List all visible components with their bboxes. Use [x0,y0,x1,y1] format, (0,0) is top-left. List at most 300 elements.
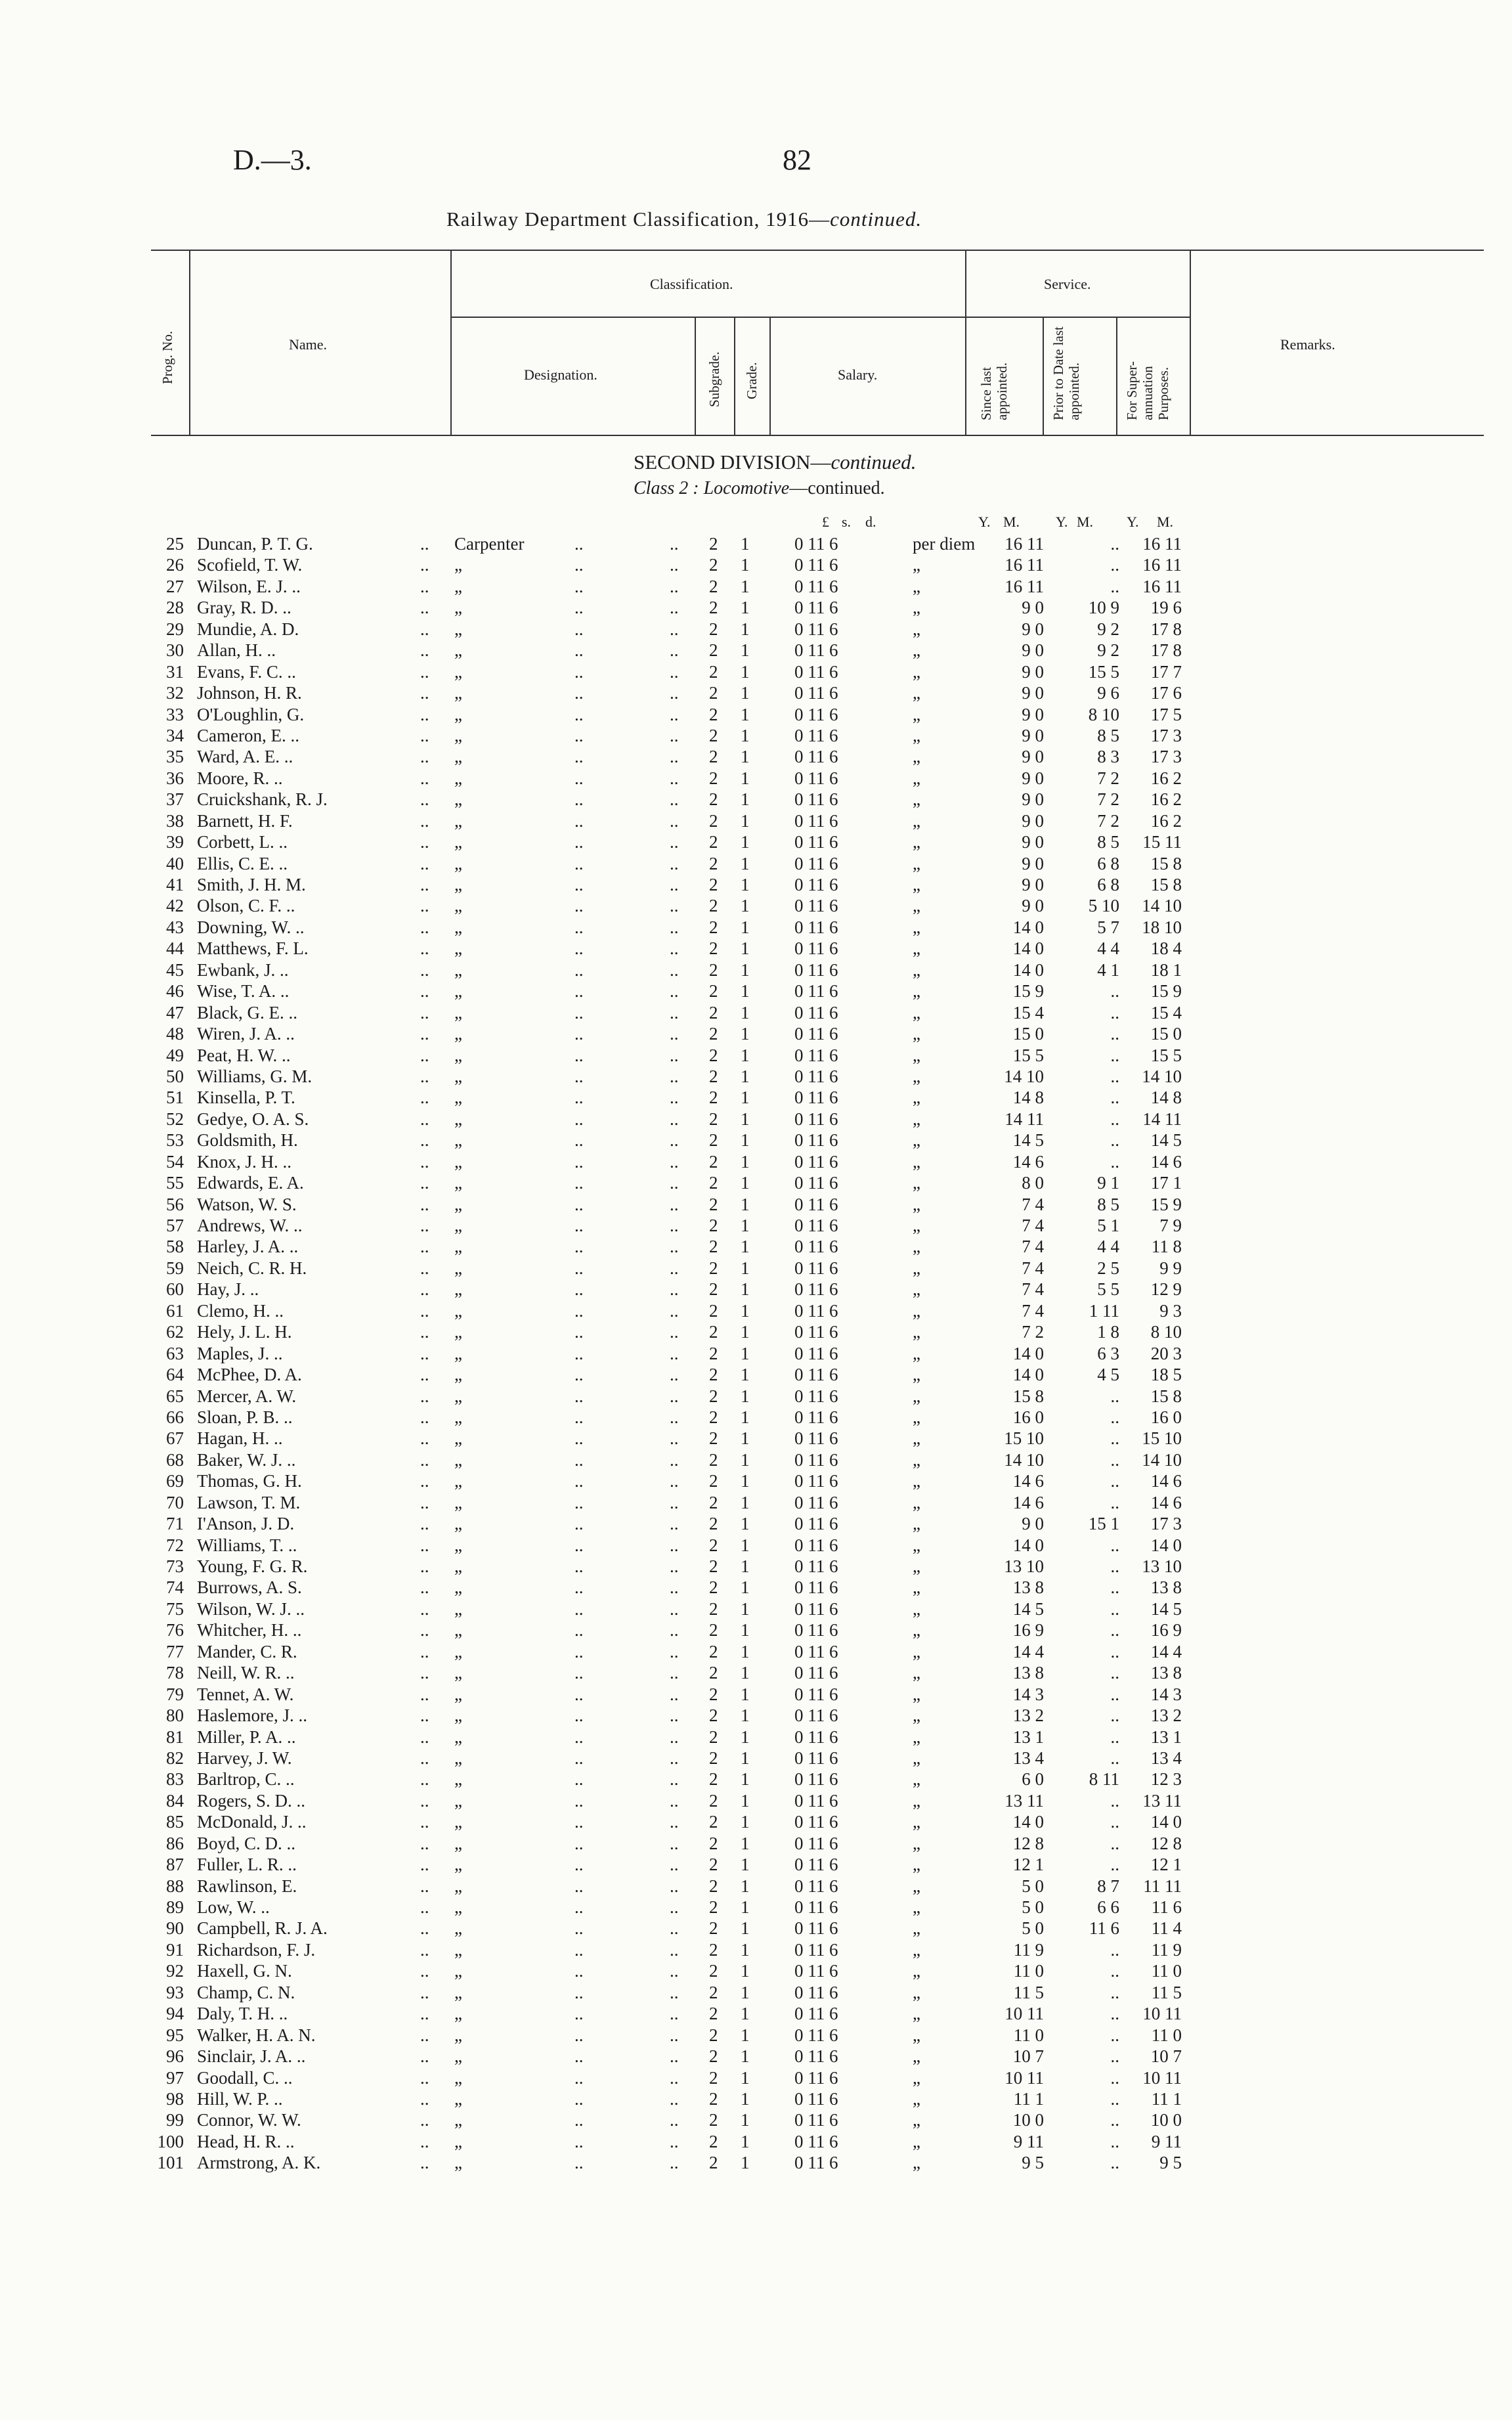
salary-period: „ [913,832,920,852]
leader-dots: .. [670,2046,679,2067]
leader-dots: .. [420,598,429,618]
prog-number: 94 [166,2004,184,2024]
salary: 0 11 6 [794,1343,838,1363]
subgrade: 2 [709,2088,718,2109]
staff-name: Sloan, P. B. .. [197,1407,293,1427]
leader-dots: .. [420,704,429,724]
prog-number: 68 [166,1449,184,1470]
leader-dots: .. [574,981,584,1001]
designation: „ [454,1194,462,1214]
subgrade: 2 [709,938,718,959]
unit-months-since: M. [1003,514,1020,530]
header-service: Service. [1044,276,1091,292]
leader-dots: .. [574,875,584,894]
leader-dots: .. [574,1492,584,1512]
staff-name: Rogers, S. D. .. [197,1790,306,1811]
service-prior: .. [1110,2110,1119,2130]
leader-dots: .. [420,1939,429,1960]
leader-dots: .. [574,1279,584,1300]
salary-period: „ [913,598,920,618]
grade: 1 [741,2088,750,2109]
leader-dots: .. [420,1833,429,1853]
subgrade: 2 [709,1322,718,1342]
leader-dots: .. [670,576,679,596]
prog-number: 77 [166,1641,184,1661]
subgrade: 2 [709,768,718,788]
header-prog-no: Prog. No. [160,330,175,384]
leader-dots: .. [670,1343,679,1363]
service-prior: .. [1110,1855,1119,1875]
service-since-last: 10 7 [1012,2046,1044,2067]
prog-number: 85 [166,1812,184,1832]
salary-period: „ [913,1471,920,1491]
leader-dots: .. [670,555,679,575]
table-row [0,554,1512,575]
grade: 1 [741,2004,750,2024]
leader-dots: .. [670,725,679,745]
staff-name: Neich, C. R. H. [197,1258,307,1278]
service-superannuation: 15 4 [1150,1002,1182,1023]
designation: „ [454,1855,462,1875]
service-since-last: 7 4 [1022,1216,1044,1235]
staff-name: Smith, J. H. M. [197,875,306,894]
grade: 1 [741,1109,750,1129]
salary-period: „ [913,2110,920,2130]
designation: „ [454,1407,462,1427]
designation: „ [454,1088,462,1108]
salary-period: „ [913,959,920,980]
prog-number: 48 [166,1024,184,1044]
service-since-last: 9 0 [1022,810,1044,831]
subgrade: 2 [709,1620,718,1640]
service-since-last: 9 0 [1022,725,1044,745]
salary-period: „ [913,1855,920,1875]
salary-period: „ [913,1535,920,1555]
staff-name: Watson, W. S. [197,1194,297,1214]
staff-name: Neill, W. R. .. [197,1663,295,1683]
subgrade: 2 [709,1812,718,1832]
table-row [0,1577,1512,1598]
prog-number: 28 [166,598,184,618]
table-row [0,1684,1512,1705]
prog-number: 90 [166,1918,184,1939]
service-superannuation: 13 4 [1150,1748,1182,1768]
service-since-last: 16 9 [1012,1620,1044,1640]
salary-period: „ [913,555,920,575]
service-since-last: 16 0 [1012,1407,1044,1427]
leader-dots: .. [670,534,679,554]
prog-number: 49 [166,1045,184,1065]
designation: „ [454,1577,462,1598]
service-prior: 1 8 [1097,1322,1119,1342]
salary: 0 11 6 [794,704,838,724]
table-row [0,704,1512,725]
table-row [0,1598,1512,1619]
unit-years-super: Y. [1127,514,1139,530]
leader-dots: .. [670,2025,679,2045]
grade: 1 [741,1833,750,1853]
salary-period: „ [913,619,920,639]
prog-number: 87 [166,1855,184,1875]
service-since-last: 14 4 [1012,1641,1044,1661]
staff-name: Miller, P. A. .. [197,1727,296,1747]
service-superannuation: 14 4 [1150,1641,1182,1661]
table-row [0,1428,1512,1449]
staff-name: O'Loughlin, G. [197,704,305,724]
leader-dots: .. [670,1663,679,1683]
leader-dots: .. [670,832,679,852]
service-prior: 8 11 [1089,1769,1119,1790]
prog-number: 59 [166,1258,184,1278]
subgrade: 2 [709,1769,718,1790]
service-since-last: 7 4 [1022,1279,1044,1300]
service-since-last: 9 0 [1022,619,1044,639]
leader-dots: .. [670,1024,679,1044]
staff-name: Clemo, H. .. [197,1300,284,1321]
service-since-last: 7 2 [1022,1322,1044,1342]
grade: 1 [741,1918,750,1939]
salary: 0 11 6 [794,1876,838,1896]
service-since-last: 9 0 [1022,853,1044,873]
salary-period: „ [913,1939,920,1960]
table-row [0,1002,1512,1023]
designation: „ [454,1279,462,1300]
grade: 1 [741,555,750,575]
leader-dots: .. [574,1365,584,1385]
salary-period: „ [913,1727,920,1747]
prog-number: 42 [166,896,184,916]
leader-dots: .. [574,1002,584,1023]
designation: „ [454,1684,462,1704]
service-since-last: 9 5 [1022,2153,1044,2173]
subgrade: 2 [709,1641,718,1661]
salary-period: „ [913,810,920,831]
prog-number: 32 [166,683,184,703]
service-prior: .. [1110,1663,1119,1683]
leader-dots: .. [420,1769,429,1790]
grade: 1 [741,2067,750,2088]
designation: „ [454,1748,462,1768]
division-name: SECOND DIVISION— [634,451,831,473]
service-superannuation: 15 11 [1142,832,1182,852]
service-superannuation: 14 10 [1142,1449,1182,1470]
salary-period: „ [913,1492,920,1512]
header-bottom-rule [151,435,1484,436]
leader-dots: .. [574,1748,584,1768]
designation: „ [454,789,462,810]
salary: 0 11 6 [794,938,838,959]
designation: „ [454,2025,462,2045]
salary: 0 11 6 [794,661,838,682]
leader-dots: .. [670,1684,679,1704]
table-row [0,853,1512,874]
grade: 1 [741,1471,750,1491]
prog-number: 33 [166,704,184,724]
subgrade: 2 [709,534,718,554]
staff-name: Walker, H. A. N. [197,2025,316,2045]
prog-number: 39 [166,832,184,852]
grade: 1 [741,1663,750,1683]
leader-dots: .. [670,683,679,703]
service-prior: .. [1110,1535,1119,1555]
table-row [0,1982,1512,2003]
service-superannuation: 15 0 [1150,1024,1182,1044]
subgrade: 2 [709,555,718,575]
leader-dots: .. [420,1428,429,1449]
salary-period: „ [913,1812,920,1832]
staff-name: Kinsella, P. T. [197,1088,295,1108]
grade: 1 [741,1620,750,1640]
leader-dots: .. [420,2131,429,2151]
grade: 1 [741,1216,750,1235]
service-superannuation: 15 8 [1150,1386,1182,1406]
service-prior: 4 4 [1097,938,1119,959]
service-superannuation: 13 8 [1150,1577,1182,1598]
leader-dots: .. [574,576,584,596]
designation: „ [454,1365,462,1385]
staff-name: Williams, T. .. [197,1535,297,1555]
service-prior: 6 8 [1097,875,1119,894]
subgrade: 2 [709,747,718,767]
grade: 1 [741,704,750,724]
prog-number: 69 [166,1471,184,1491]
salary: 0 11 6 [794,1300,838,1321]
service-since-last: 14 0 [1012,938,1044,959]
table-row [0,1556,1512,1577]
service-superannuation: 16 9 [1150,1620,1182,1640]
leader-dots: .. [420,1407,429,1427]
leader-dots: .. [670,853,679,873]
salary: 0 11 6 [794,1428,838,1449]
salary-period: „ [913,1386,920,1406]
staff-name: Knox, J. H. .. [197,1151,292,1172]
leader-dots: .. [670,1130,679,1151]
class-heading [634,478,885,499]
service-since-last: 11 0 [1013,2025,1044,2045]
service-superannuation: 17 3 [1150,1514,1182,1534]
salary: 0 11 6 [794,1109,838,1129]
leader-dots: .. [670,1258,679,1278]
staff-name: Mercer, A. W. [197,1386,297,1406]
staff-name: Wilson, W. J. .. [197,1598,305,1619]
service-since-last: 10 0 [1012,2110,1044,2130]
leader-dots: .. [420,2046,429,2067]
salary-period: „ [913,917,920,937]
unit-months-super: M. [1157,514,1174,530]
salary: 0 11 6 [794,2025,838,2045]
leader-dots: .. [670,1748,679,1768]
class-continued: —continued. [789,478,885,498]
prog-number: 101 [157,2153,184,2173]
salary-period: „ [913,1066,920,1086]
leader-dots: .. [574,661,584,682]
prog-number: 55 [166,1173,184,1193]
table-row [0,1939,1512,1960]
subgrade: 2 [709,1343,718,1363]
staff-name: Cruickshank, R. J. [197,789,328,810]
grade: 1 [741,1365,750,1385]
leader-dots: .. [420,938,429,959]
staff-name: Cameron, E. .. [197,725,299,745]
service-since-last: 15 10 [1004,1428,1044,1449]
salary-period: „ [913,1514,920,1534]
service-prior: 6 8 [1097,853,1119,873]
subgrade: 2 [709,1514,718,1534]
grade: 1 [741,1343,750,1363]
staff-name: Wise, T. A. .. [197,981,290,1001]
prog-number: 99 [166,2110,184,2130]
salary: 0 11 6 [794,640,838,661]
subgrade: 2 [709,1194,718,1214]
leader-dots: .. [574,1535,584,1555]
salary-period: „ [913,896,920,916]
service-superannuation: 15 9 [1150,1194,1182,1214]
salary-period: „ [913,1151,920,1172]
service-since-last: 15 0 [1012,1024,1044,1044]
service-superannuation: 8 10 [1150,1322,1182,1342]
leader-dots: .. [670,1961,679,1981]
salary-period: „ [913,1173,920,1193]
service-superannuation: 16 0 [1150,1407,1182,1427]
leader-dots: .. [420,768,429,788]
subgrade: 2 [709,1237,718,1257]
table-row [0,1151,1512,1172]
service-superannuation: 12 9 [1150,1279,1182,1300]
salary-period: „ [913,1428,920,1449]
designation: „ [454,1620,462,1640]
prog-number: 89 [166,1897,184,1917]
table-row [0,1258,1512,1279]
subgrade: 2 [709,640,718,661]
service-superannuation: 10 0 [1150,2110,1182,2130]
leader-dots: .. [670,2067,679,2088]
table-row [0,1960,1512,1981]
staff-name: Ewbank, J. .. [197,959,289,980]
staff-name: Burrows, A. S. [197,1577,302,1598]
salary: 0 11 6 [794,683,838,703]
designation: „ [454,1130,462,1151]
header-divider [769,317,771,435]
table-row [0,576,1512,597]
grade: 1 [741,747,750,767]
grade: 1 [741,768,750,788]
service-prior: 10 9 [1088,598,1119,618]
salary-period: „ [913,875,920,894]
designation: „ [454,1876,462,1896]
leader-dots: .. [574,1598,584,1619]
service-prior: 1 11 [1089,1300,1119,1321]
designation: „ [454,576,462,596]
table-row [0,1087,1512,1108]
salary: 0 11 6 [794,1918,838,1939]
prog-number: 57 [166,1216,184,1235]
salary: 0 11 6 [794,1663,838,1683]
salary: 0 11 6 [794,875,838,894]
table-row [0,2109,1512,2130]
header-divider [695,317,696,435]
prog-number: 37 [166,789,184,810]
prog-number: 79 [166,1684,184,1704]
leader-dots: .. [574,1620,584,1640]
leader-dots: .. [420,959,429,980]
table-row [0,789,1512,810]
service-superannuation: 14 10 [1142,1066,1182,1086]
service-superannuation: 16 11 [1142,534,1182,554]
salary: 0 11 6 [794,1045,838,1065]
salary-period: „ [913,1833,920,1853]
leader-dots: .. [574,1812,584,1832]
subgrade: 2 [709,2110,718,2130]
salary-period: „ [913,1024,920,1044]
prog-number: 26 [166,555,184,575]
grade: 1 [741,1130,750,1151]
grade: 1 [741,1088,750,1108]
staff-name: Maples, J. .. [197,1343,283,1363]
prog-number: 58 [166,1237,184,1257]
header-classification: Classification. [650,276,733,292]
grade: 1 [741,640,750,661]
grade: 1 [741,917,750,937]
table-row [0,2003,1512,2024]
designation: „ [454,875,462,894]
unit-shillings: s. [842,514,852,530]
service-since-last: 9 0 [1022,598,1044,618]
staff-name: McDonald, J. .. [197,1812,307,1832]
leader-dots: .. [670,1918,679,1939]
service-superannuation: 10 7 [1150,2046,1182,2067]
staff-name: Armstrong, A. K. [197,2153,321,2173]
service-since-last: 13 8 [1012,1577,1044,1598]
designation: „ [454,938,462,959]
subgrade: 2 [709,832,718,852]
subgrade: 2 [709,1897,718,1917]
grade: 1 [741,598,750,618]
prog-number: 43 [166,917,184,937]
designation: „ [454,896,462,916]
table-row [0,1876,1512,1897]
salary: 0 11 6 [794,1598,838,1619]
service-prior: 2 5 [1097,1258,1119,1278]
class-name: Locomotive [703,478,790,498]
leader-dots: .. [574,1556,584,1576]
salary: 0 11 6 [794,1216,838,1235]
grade: 1 [741,1492,750,1512]
leader-dots: .. [420,1066,429,1086]
salary: 0 11 6 [794,534,838,554]
service-since-last: 7 4 [1022,1258,1044,1278]
leader-dots: .. [420,661,429,682]
grade: 1 [741,1045,750,1065]
salary-period: „ [913,2046,920,2067]
table-row [0,768,1512,789]
leader-dots: .. [670,875,679,894]
table-row [0,1236,1512,1257]
service-prior: .. [1110,2046,1119,2067]
salary-period: „ [913,747,920,767]
prog-number: 65 [166,1386,184,1406]
service-superannuation: 14 11 [1142,1109,1182,1129]
service-prior: .. [1110,1130,1119,1151]
leader-dots: .. [420,1727,429,1747]
grade: 1 [741,1322,750,1342]
leader-dots: .. [670,1428,679,1449]
salary: 0 11 6 [794,1641,838,1661]
service-since-last: 9 0 [1022,875,1044,894]
prog-number: 72 [166,1535,184,1555]
designation: „ [454,2067,462,2088]
leader-dots: .. [574,704,584,724]
service-since-last: 15 8 [1012,1386,1044,1406]
